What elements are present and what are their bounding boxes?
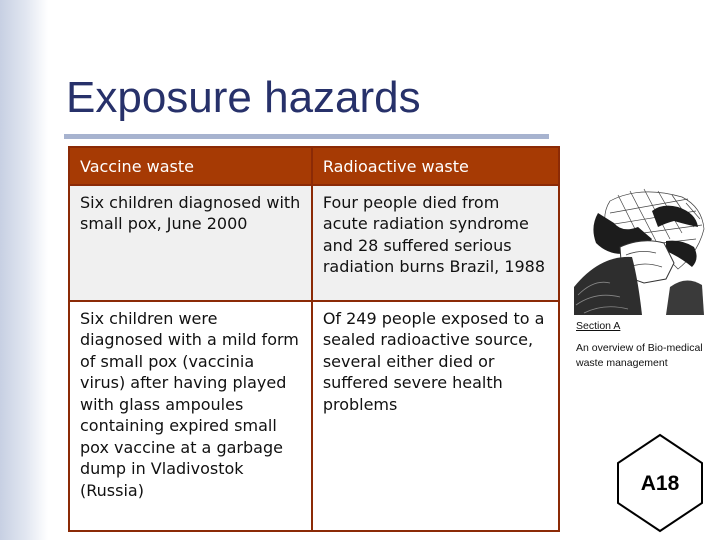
header-vaccine-waste: Vaccine waste (69, 147, 312, 185)
table-row (69, 301, 559, 531)
hazards-table (68, 146, 560, 532)
left-gradient-bar (0, 0, 48, 540)
table-cell: Four people died from acute radiation syndrome and 28 suffered serious radiation burns Brazil, 1988 (312, 185, 559, 301)
module-badge-label: A18 (640, 472, 680, 495)
table-row (69, 185, 559, 301)
page-title: Exposure hazards (66, 73, 421, 122)
table-cell: Of 249 people exposed to a sealed radioactive source, several either died or suffered severe health problems (312, 301, 559, 531)
table-header-row (69, 147, 559, 185)
header-radioactive-waste: Radioactive waste (312, 147, 559, 185)
table-cell: Six children diagnosed with small pox, June 2000 (69, 185, 312, 301)
section-description: An overview of Bio-medical waste management (576, 342, 703, 369)
title-underline (64, 134, 549, 139)
table-cell: Six children were diagnosed with a mild form of small pox (vaccinia virus) after having played with glass ampoules containing expired small pox vaccine at a garbage dump in Vladivostok (Russia) (69, 301, 312, 531)
hands-holding-globe-icon (570, 183, 710, 315)
section-a-link[interactable]: Section A (576, 320, 621, 332)
